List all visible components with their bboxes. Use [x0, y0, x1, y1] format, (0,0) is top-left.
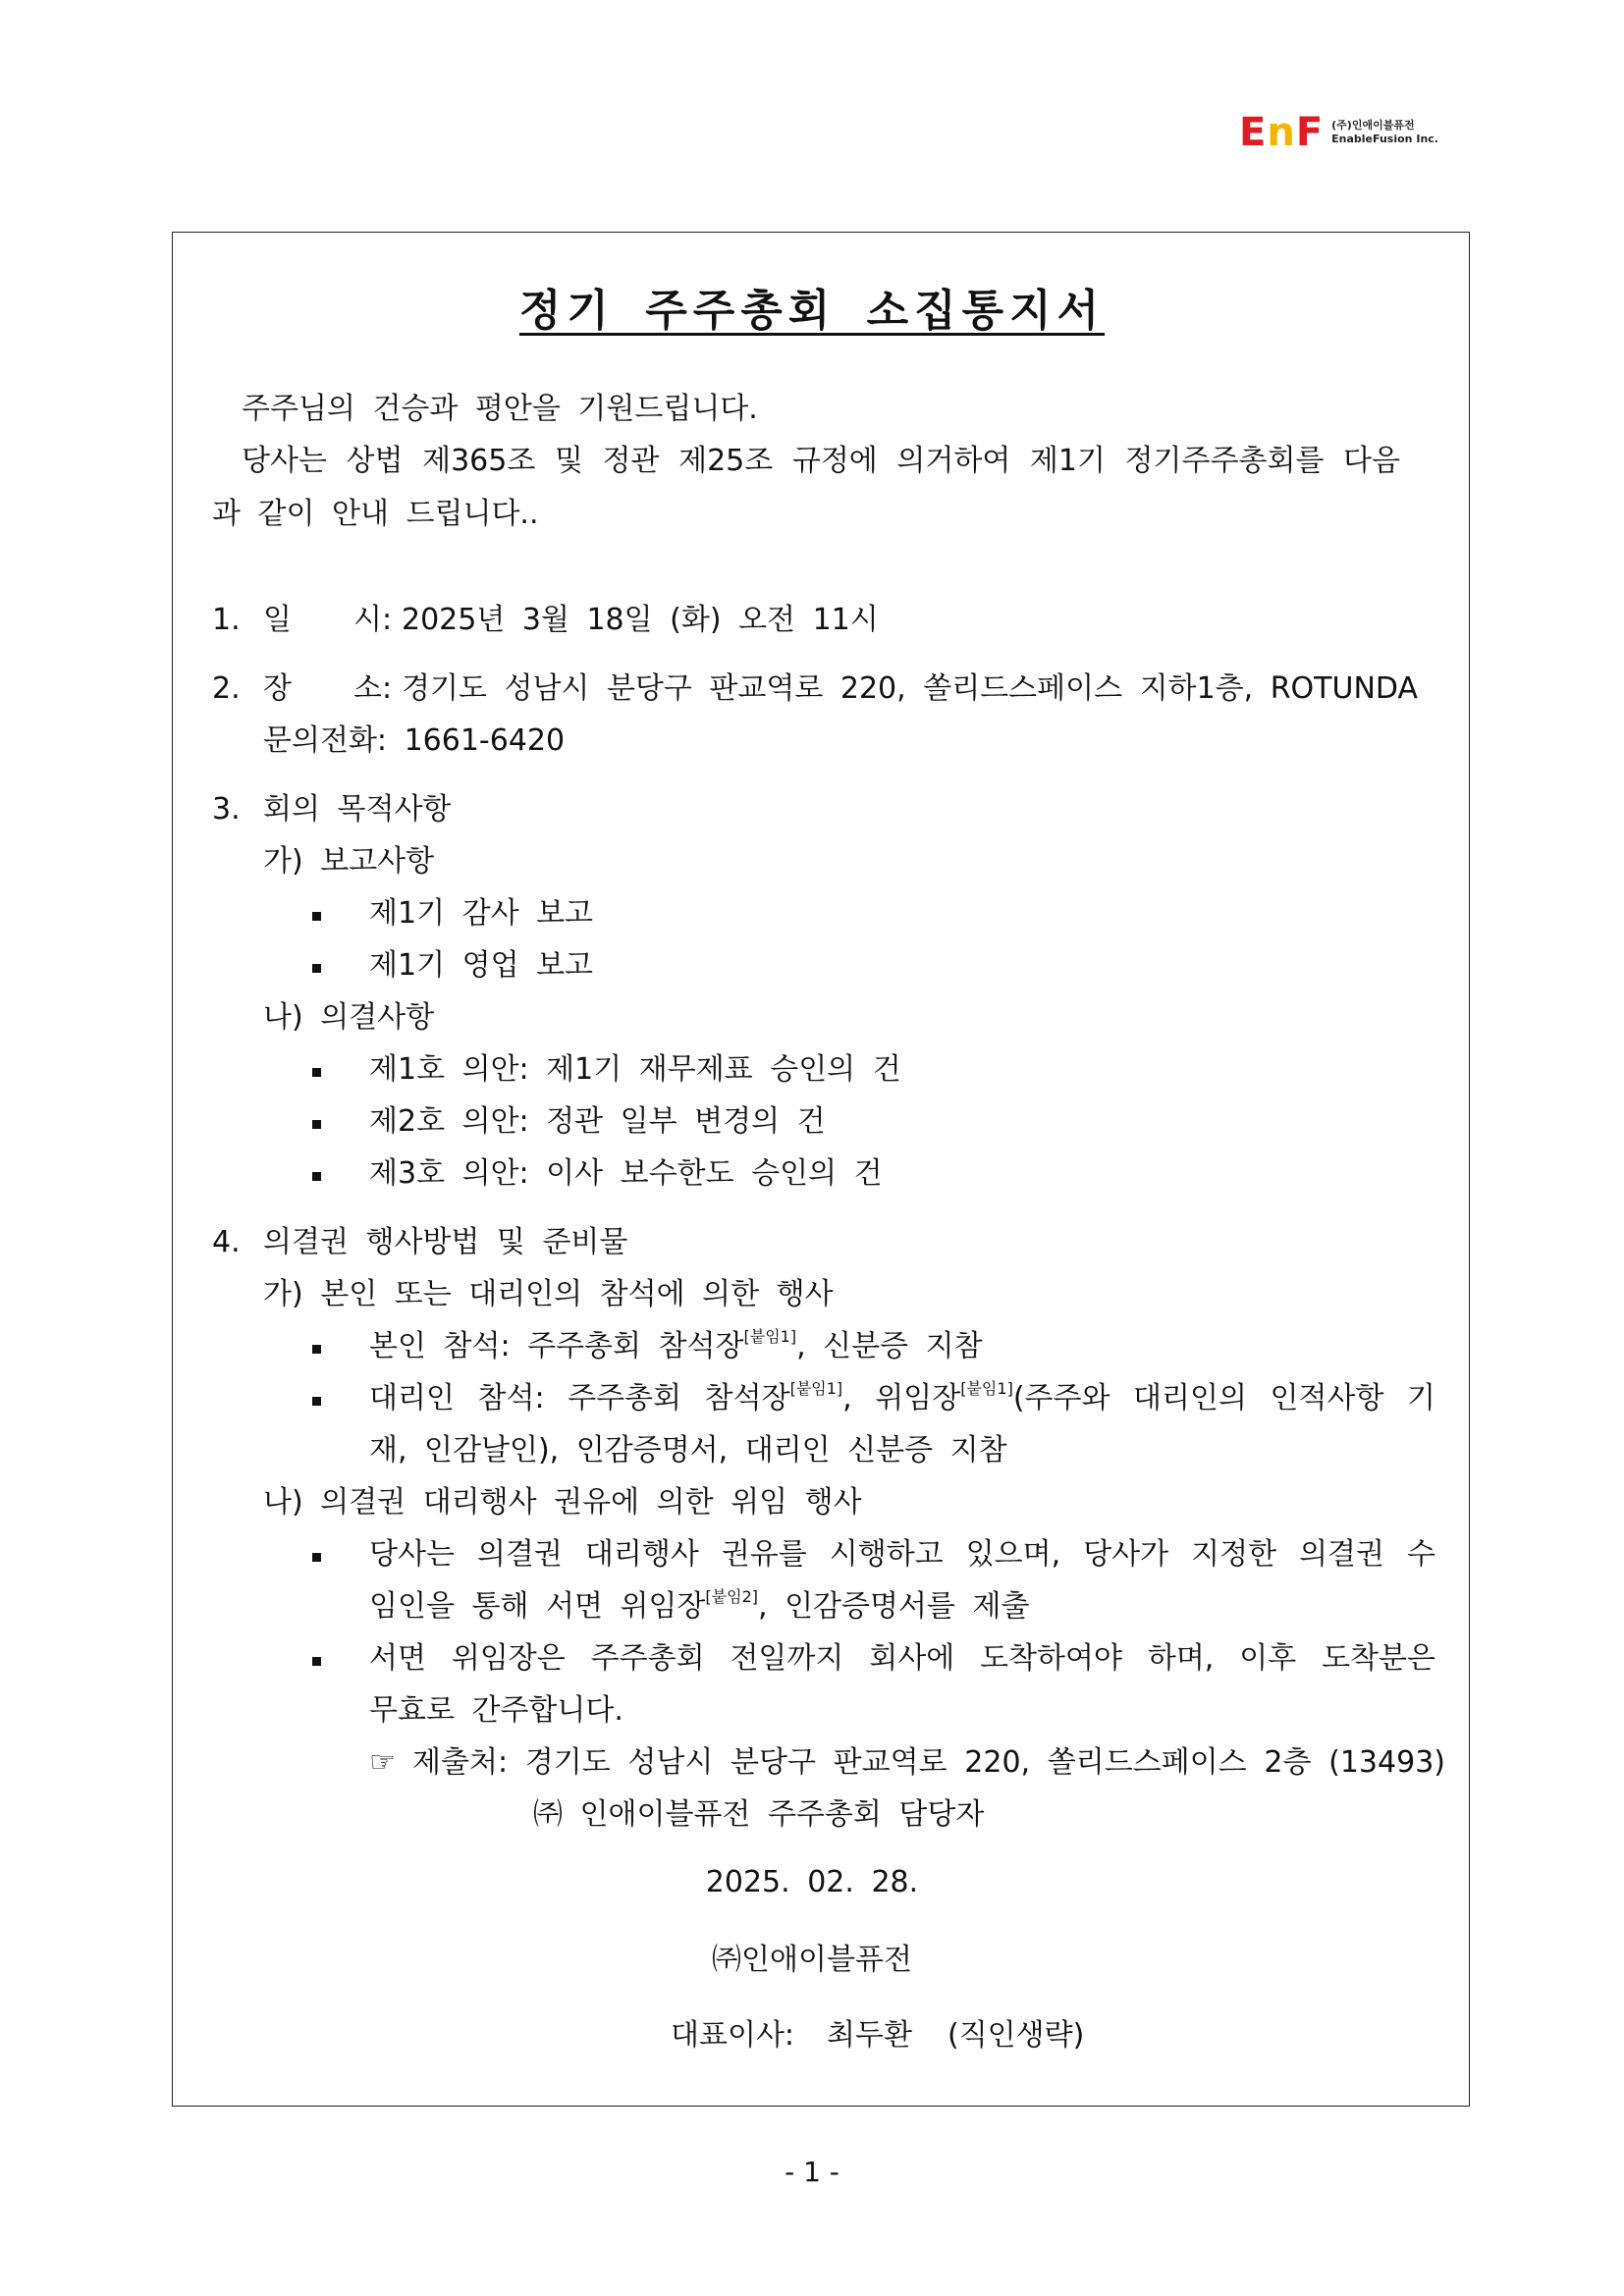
bullet-icon	[312, 964, 321, 973]
agenda-item: 제3호 의안: 이사 보수한도 승인의 건	[369, 1156, 883, 1191]
section1-label-a: 일	[263, 603, 292, 637]
voting-item-self: 본인 참석: 주주총회 참석장[붙임1], 신분증 지참	[369, 1327, 983, 1363]
ceo-name: 최두환	[827, 2018, 912, 2053]
section1-number: 1.	[212, 603, 241, 637]
submit-recipient: ㈜ 인애이블퓨전 주주총회 담당자	[533, 1797, 985, 1832]
solicitation-item-line1: 당사는 의결권 대리행사 권유를 시행하고 있으며, 당사가 지정한 의결권 수	[369, 1537, 1435, 1572]
section2-number: 2.	[212, 671, 241, 706]
voting-item-proxy-cont: 재, 인감날인), 인감증명서, 대리인 신분증 지참	[369, 1433, 1007, 1468]
section3-sub-a: 가) 보고사항	[263, 844, 435, 879]
bullet-icon	[312, 1397, 321, 1406]
agenda-item: 제2호 의안: 정관 일부 변경의 건	[369, 1104, 826, 1139]
section4-sub-a: 가) 본인 또는 대리인의 참석에 의한 행사	[263, 1277, 834, 1311]
section2-label-a: 장	[263, 671, 292, 706]
bullet-icon	[312, 1120, 321, 1129]
bullet-icon	[312, 1553, 321, 1562]
deadline-item-line1: 서면 위임장은 주주총회 전일까지 회사에 도착하여야 하며, 이후 도착분은	[369, 1641, 1435, 1676]
page-number: - 1 -	[785, 2156, 839, 2188]
submit-address: 제출처: 경기도 성남시 분당구 판교역로 220, 쏠리드스페이스 2층 (13493)	[412, 1745, 1445, 1780]
report-item: 제1기 감사 보고	[369, 896, 594, 931]
section1-label-b: 시:	[353, 603, 393, 637]
seal-omitted-note: (직인생략)	[947, 2018, 1085, 2053]
bullet-icon	[312, 1068, 321, 1077]
section2-value: 경기도 성남시 분당구 판교역로 220, 쏠리드스페이스 지하1층, ROTUNDA	[402, 671, 1418, 706]
pointing-hand-icon: ☞	[369, 1745, 396, 1780]
logo-text	[1331, 119, 1438, 146]
agenda-item: 제1호 의안: 제1기 재무제표 승인의 건	[369, 1052, 901, 1087]
ceo-label: 대표이사:	[671, 2018, 795, 2053]
intro-greeting: 주주님의 건승과 평안을 기원드립니다.	[242, 392, 758, 426]
section1-value: 2025년 3월 18일 (화) 오전 11시	[402, 603, 879, 637]
bullet-icon	[312, 1657, 321, 1666]
bullet-icon	[312, 912, 321, 921]
logo-company-en: EnableFusion Inc.	[1331, 133, 1438, 145]
section2-label-b: 소:	[353, 671, 393, 706]
section2-phone: 문의전화: 1661-6420	[263, 723, 566, 758]
section3-sub-b: 나) 의결사항	[263, 1000, 435, 1035]
section3-title: 회의 목적사항	[263, 792, 452, 827]
solicitation-item-line2: 임인을 통해 서면 위임장[붙임2], 인감증명서를 제출	[369, 1587, 1030, 1624]
deadline-item-line2: 무효로 간주합니다.	[369, 1693, 623, 1728]
company-name: ㈜인애이블퓨전	[712, 1943, 912, 1977]
intro-body-line1: 당사는 상법 제365조 및 정관 제25조 규정에 의거하여 제1기 정기주주총회를 다음	[242, 444, 1400, 478]
logo-mark: EnF	[1239, 110, 1325, 155]
intro-body-line2: 과 같이 안내 드립니다..	[212, 497, 539, 531]
company-logo	[1239, 110, 1438, 155]
logo-company-ko: (주)인애이블퓨전	[1331, 119, 1415, 132]
bullet-icon	[312, 1345, 321, 1354]
bullet-icon	[312, 1172, 321, 1181]
page-title: 정기 주주총회 소집통지서	[518, 286, 1106, 336]
section3-number: 3.	[212, 792, 241, 827]
section4-number: 4.	[212, 1225, 241, 1259]
section4-title: 의결권 행사방법 및 준비물	[263, 1225, 628, 1259]
voting-item-proxy: 대리인 참석: 주주총회 참석장[붙임1], 위임장[붙임1](주주와 대리인의 인적사항 기	[369, 1379, 1435, 1415]
report-item: 제1기 영업 보고	[369, 948, 594, 983]
notice-date: 2025. 02. 28.	[705, 1865, 919, 1899]
section4-sub-b: 나) 의결권 대리행사 권유에 의한 위임 행사	[263, 1485, 862, 1520]
